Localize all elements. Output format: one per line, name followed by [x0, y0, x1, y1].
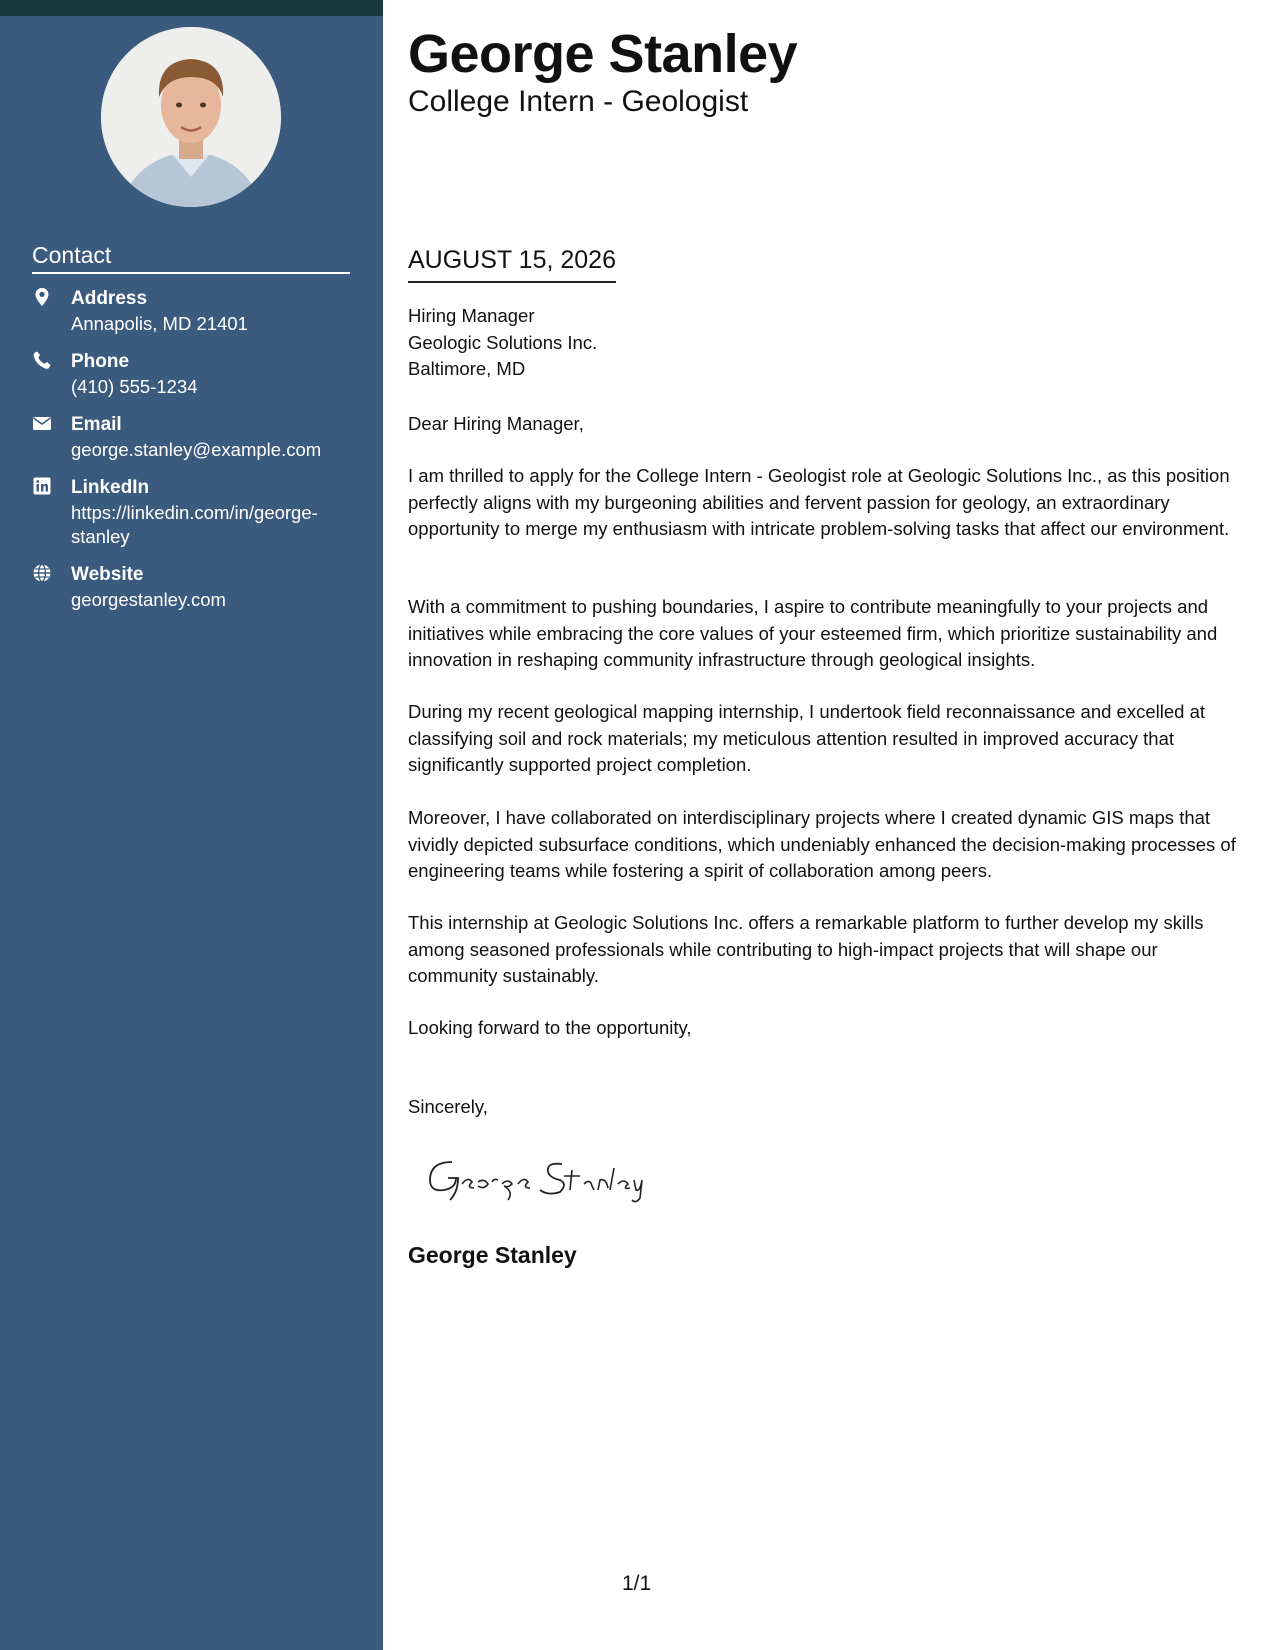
recipient-line: Geologic Solutions Inc. — [408, 331, 598, 353]
recipient-block — [408, 303, 597, 383]
handwritten-signature — [422, 1148, 662, 1208]
contact-label: Address — [71, 288, 148, 309]
salutation: Dear Hiring Manager, — [408, 413, 584, 434]
body-paragraph: This internship at Geologic Solutions Inc. offers a remarkable platform to further develop my skills among seasoned professionals while contributing to high-impact projects that will shape our community sustainably. — [408, 912, 1204, 986]
body-paragraph: With a commitment to pushing boundaries, I aspire to contribute meaningfully to your projects and initiatives while embracing the core values of your esteemed firm, which prioritize sustainability and innovation in reshaping community infrastructure through geological insights. — [408, 596, 1218, 670]
applicant-name: George Stanley — [408, 24, 798, 84]
body-paragraph: Moreover, I have collaborated on interdisciplinary projects where I created dynamic GIS maps that vividly depicted subsurface conditions, which undeniably enhanced the decision-making processes of engineering teams while fostering a spirit of collaboration among peers. — [408, 807, 1236, 881]
linkedin-icon — [32, 476, 58, 502]
avatar — [101, 27, 281, 207]
phone-icon — [32, 350, 58, 376]
recipient-line: Hiring Manager — [408, 305, 535, 326]
map-pin-icon — [32, 287, 58, 313]
contact-heading: Contact — [32, 240, 350, 274]
recipient-line: Baltimore, MD — [408, 358, 526, 379]
contact-label: Email — [71, 414, 122, 435]
signer-name: George Stanley — [408, 1242, 577, 1268]
contact-value: Annapolis, MD 21401 — [71, 313, 248, 334]
contact-value[interactable]: georgestanley.com — [71, 589, 226, 610]
body-paragraph: I am thrilled to apply for the College Intern - Geologist role at Geologic Solutions Inc., as this position perfectly aligns with my burgeoning abilities and fervent passion for geology, an extraordinary opportunity to merge my enthusiasm with intricate problem-solving tasks that affect our environment. — [408, 465, 1230, 539]
contact-label: Phone — [71, 351, 130, 372]
contact-label: LinkedIn — [71, 477, 150, 498]
contact-label: Website — [71, 564, 144, 585]
job-title: College Intern - Geologist — [408, 85, 749, 118]
contact-value[interactable]: https://linkedin.com/in/george-stanley — [71, 502, 318, 547]
envelope-icon — [32, 413, 58, 439]
contact-value: (410) 555-1234 — [71, 376, 198, 397]
signoff: Sincerely, — [408, 1096, 488, 1117]
sidebar-top-band — [0, 0, 383, 16]
letter-date: AUGUST 15, 2026 — [408, 244, 616, 283]
page-number: 1/1 — [622, 1572, 652, 1595]
sidebar — [0, 0, 383, 1650]
contact-value: george.stanley@example.com — [71, 439, 322, 460]
body-paragraph: During my recent geological mapping internship, I undertook field reconnaissance and excelled at classifying soil and rock materials; my meticulous attention resulted in improved accuracy that significantly supported project completion. — [408, 701, 1205, 775]
globe-icon — [32, 563, 58, 589]
closing-line: Looking forward to the opportunity, — [408, 1017, 692, 1038]
